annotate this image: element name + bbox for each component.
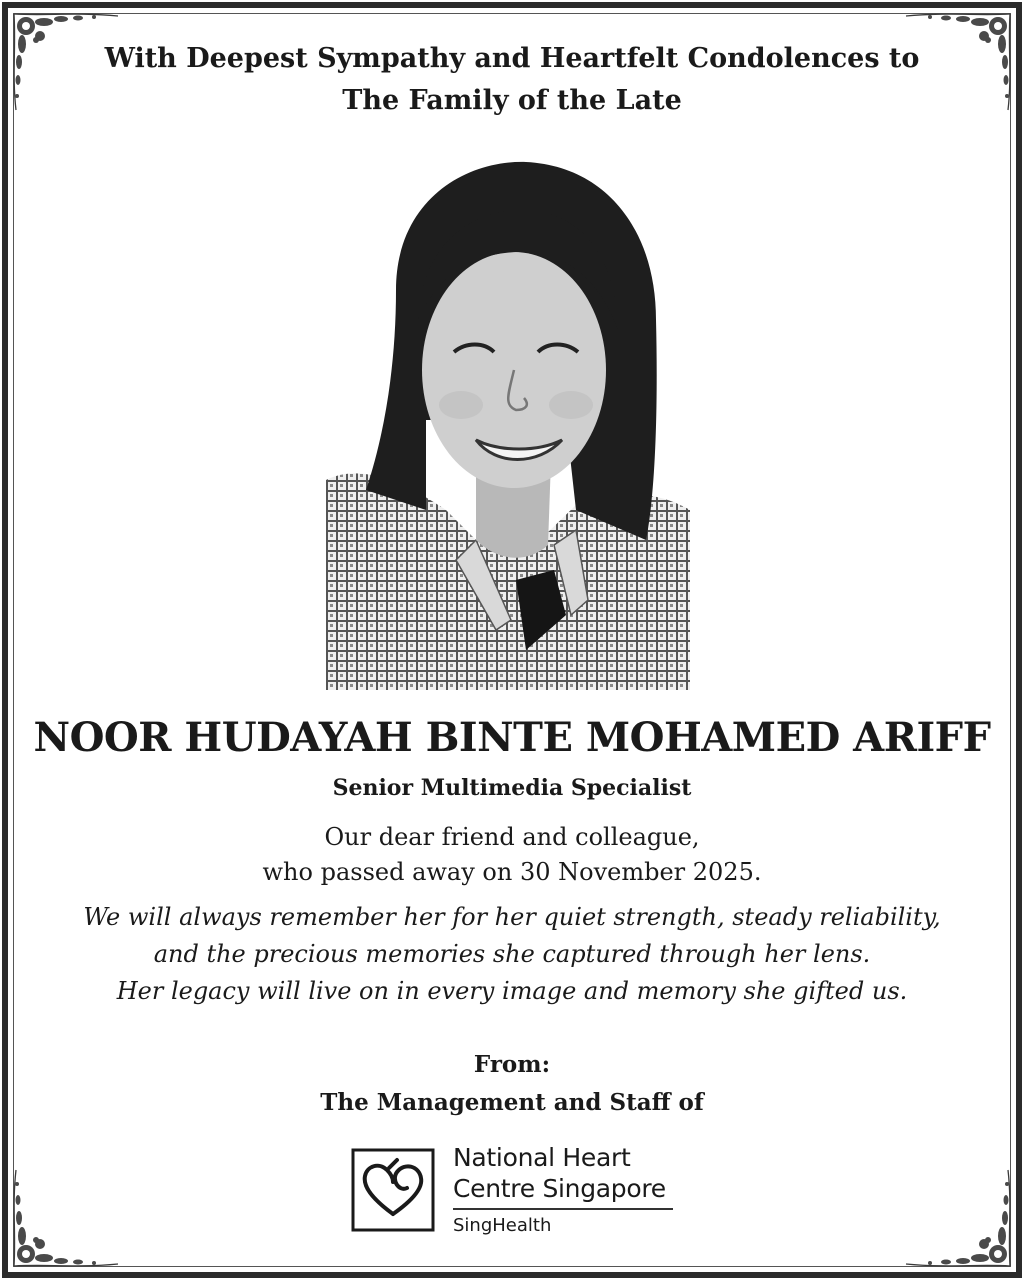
message-line-2: who passed away on 30 November 2025.	[262, 858, 762, 886]
logo-line-1: National Heart	[453, 1143, 631, 1172]
portrait-photo	[326, 160, 690, 690]
condolence-heading	[0, 38, 1024, 122]
from-label: From:	[473, 1051, 551, 1078]
deceased-name: NOOR HUDAYAH BINTE MOHAMED ARIFF	[33, 714, 991, 761]
heart-logo-icon	[351, 1148, 435, 1232]
message-line-1: Our dear friend and colleague,	[324, 823, 700, 851]
from-section	[0, 1046, 1024, 1122]
tribute-text	[0, 899, 1024, 1010]
hospital-logo-text	[453, 1142, 693, 1240]
heading-line-2: The Family of the Late	[342, 85, 682, 116]
tribute-line-2: and the precious memories she captured through her lens.	[153, 940, 871, 968]
logo-subbrand: SingHealth	[453, 1215, 552, 1236]
tribute-line-3: Her legacy will live on in every image and memory she gifted us.	[116, 977, 908, 1005]
passing-message	[0, 820, 1024, 890]
floral-corner-icon	[6, 1164, 126, 1274]
floral-corner-icon	[898, 1164, 1018, 1274]
logo-line-2: Centre Singapore	[453, 1174, 673, 1210]
deceased-role: Senior Multimedia Specialist	[332, 775, 692, 801]
tribute-line-1: We will always remember her for her quiet strength, steady reliability,	[83, 903, 941, 931]
from-sender: The Management and Staff of	[320, 1089, 704, 1116]
heading-line-1: With Deepest Sympathy and Heartfelt Condolences to	[104, 43, 920, 74]
